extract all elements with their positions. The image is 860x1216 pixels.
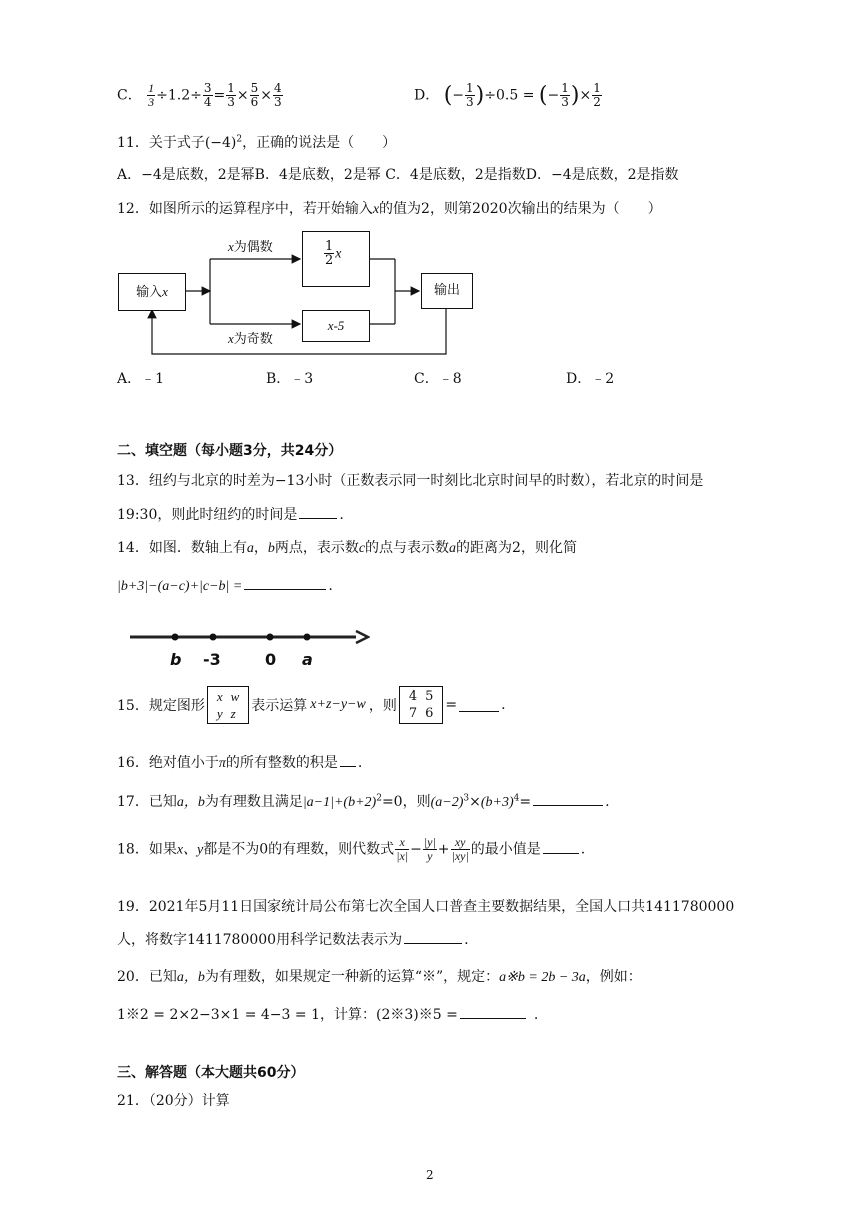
matrix-definition: x w y z [207, 686, 249, 724]
question-20-line-1: 20．已知a，b为有理数，如果规定一种新的运算“※”，规定：a※b = 2b − 3a，例如： [117, 969, 642, 985]
page-number: 2 [426, 1168, 434, 1182]
flow-half-box: $\frac{1}{2}$ x [302, 231, 370, 287]
flow-minus-box: x-5 [302, 310, 370, 342]
question-16: 16．绝对值小于π的所有整数的积是 . [117, 755, 363, 771]
flow-odd-label: x为奇数 [228, 331, 273, 347]
q12-option-a: A．﹣1 [117, 371, 165, 387]
q12-option-d: D．﹣2 [566, 371, 615, 387]
question-19-line-2: 人，将数字1411780000用科学记数法表示为 . [117, 932, 469, 948]
question-12-stem: 12．如图所示的运算程序中，若开始输入x的值为2，则第2020次输出的结果为（ ） [117, 201, 662, 217]
axis-label-a: a [302, 650, 313, 669]
number-line [120, 624, 370, 674]
q12-option-b: B．﹣3 [266, 371, 314, 387]
question-21: 21．（20分）计算 [117, 1093, 230, 1109]
question-17: 17．已知a，b为有理数且满足$|a-1|+(b+2)^2=0$，则$(a-2)^3\times(b+3)^4=$ . [117, 793, 610, 810]
question-11-options: A．−4是底数，2是幂B．4是底数，2是幂 C．4是底数，2是指数D．−4是底数，2是指数 [117, 167, 679, 183]
question-13-line-2: 19:30，则此时纽约的时间是 . [117, 507, 344, 523]
section-3-heading: 三、解答题（本大题共60分） [117, 1065, 305, 1081]
matrix-values: 4 5 7 6 [399, 686, 444, 724]
flow-output-box: 输出 [421, 273, 473, 309]
question-14-expression: |b+3|−(a−c)+|c−b| = . [117, 578, 333, 594]
q10-option-d: D． (− $\frac{1}{3}$ )÷0.5 = (− $\frac{1}{3}$ )× $\frac{1}{2}$ [414, 81, 601, 109]
question-14-line-1: 14．如图．数轴上有a，b两点，表示数c的点与表示数a的距离为2，则化简 [117, 540, 577, 556]
axis-label-zero: 0 [265, 650, 277, 669]
question-13-line-1: 13．纽约与北京的时差为−13小时（正数表示同一时刻比北京时间早的时数），若北京的时间是 [117, 473, 704, 489]
axis-label-neg3: -3 [203, 650, 221, 669]
question-19-line-1: 19．2021年5月11日国家统计局公布第七次全国人口普查主要数据结果，全国人口共1411780000 [117, 899, 735, 915]
question-11-stem: 11．关于式子$(-4)^2$，正确的说法是（ ） [117, 134, 397, 151]
question-18: 18．如果x、y都是不为0的有理数，则代数式 $\frac{x}{|x|}$ − $\frac{|y|}{y}$ + $\frac{xy}{|xy|}$ 的最小值是 . [117, 835, 586, 863]
flow-input-box: 输入x [118, 273, 186, 311]
question-15: 15．规定图形 x w y z 表示运算 x+z−y−w ，则 4 5 7 6 = . [117, 686, 506, 724]
flow-even-label: x为偶数 [228, 239, 273, 255]
section-2-heading: 二、填空题（每小题3分，共24分） [117, 443, 343, 459]
question-20-line-2: 1※2 = 2×2−3×1 = 4−3 = 1，计算：(2※3)※5 = . [117, 1007, 539, 1023]
q12-option-c: C．﹣8 [414, 371, 462, 387]
q10-option-c: C． $\frac{1}{3}$ ÷1.2÷ $\frac{3}{4}$ = $\frac{1}{3}$ × $\frac{5}{6}$ × $\frac{4}{3}$ [117, 81, 282, 109]
axis-label-b: b [170, 650, 182, 669]
flowchart-arrows [0, 0, 860, 380]
